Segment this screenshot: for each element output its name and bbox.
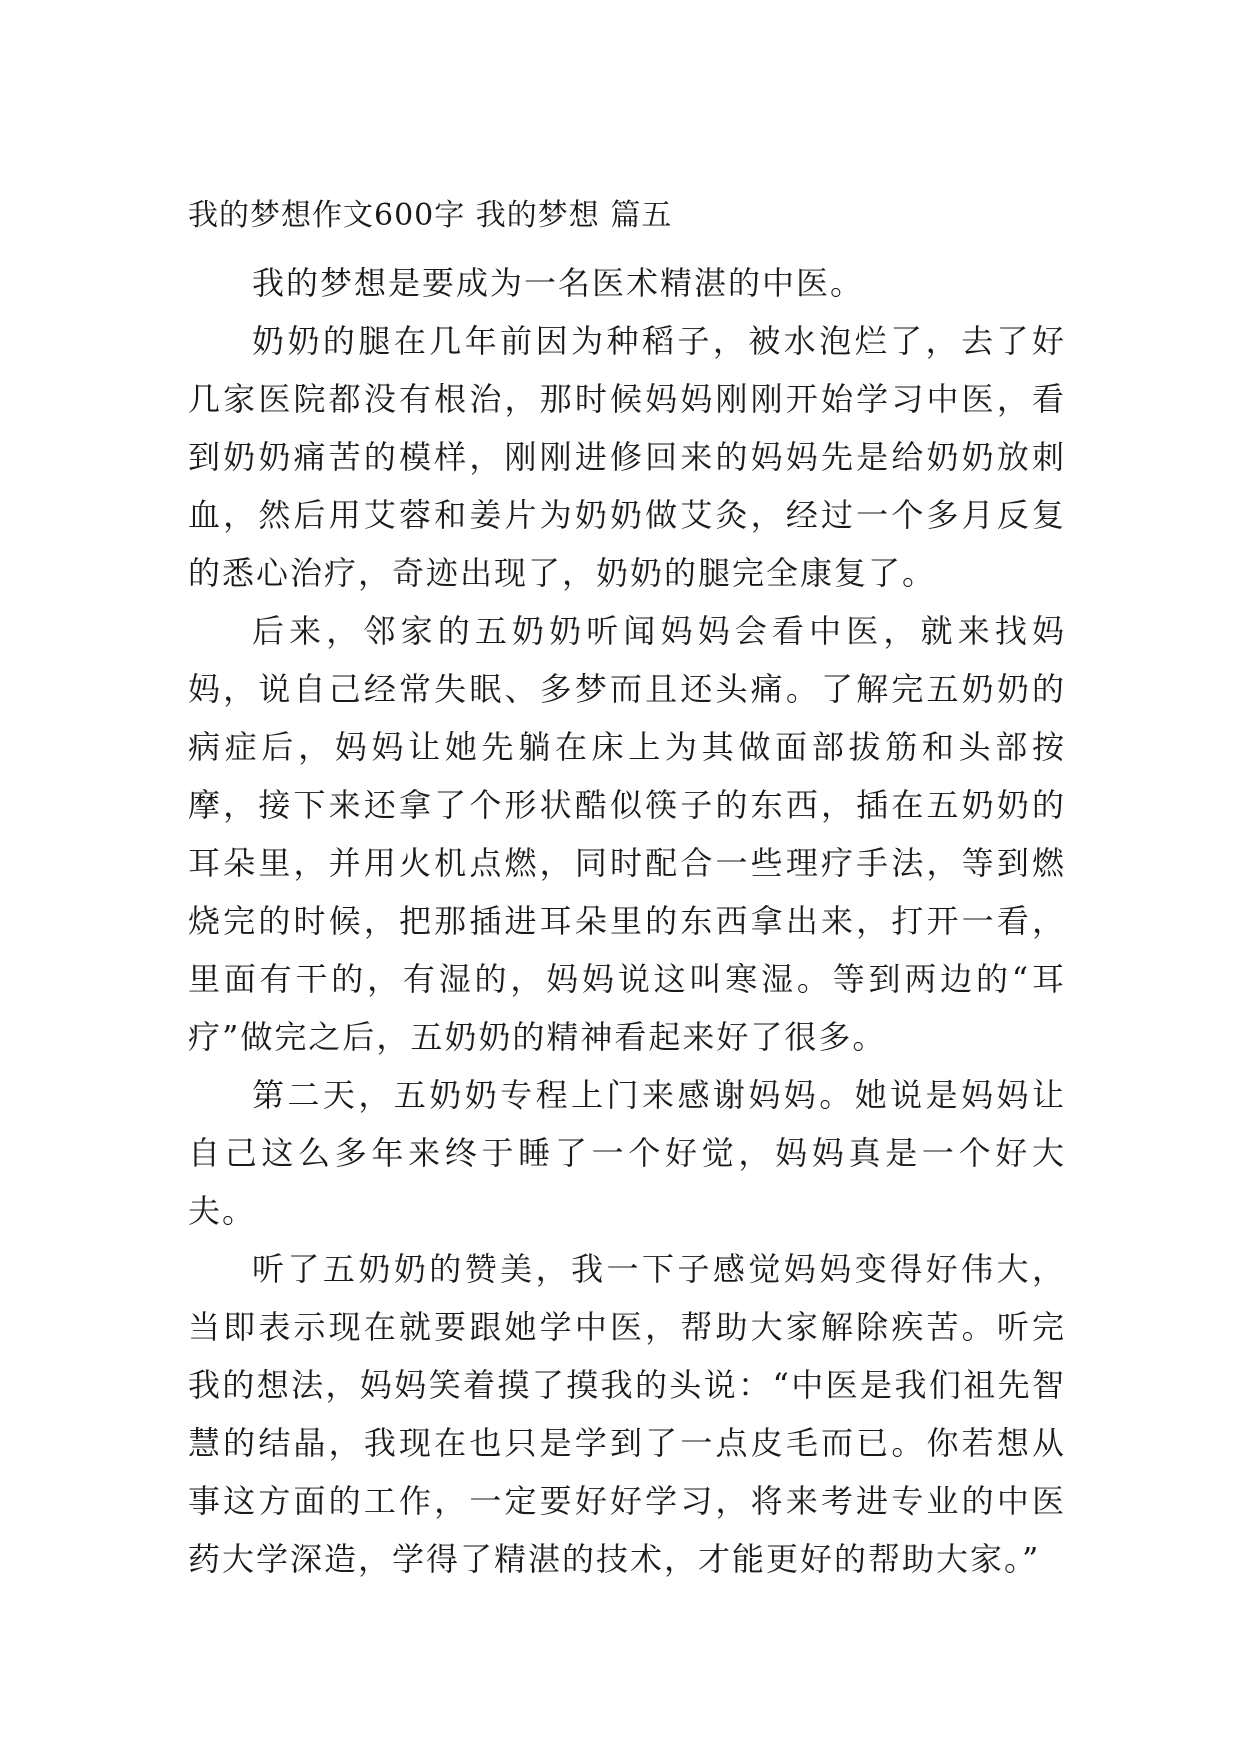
paragraph-4: 第二天，五奶奶专程上门来感谢妈妈。她说是妈妈让自己这么多年来终于睡了一个好觉，妈妈真是一个好大夫。 xyxy=(188,1076,1066,1230)
paragraph-2: 奶奶的腿在几年前因为种稻子，被水泡烂了，去了好几家医院都没有根治，那时候妈妈刚刚开始学习中医，看到奶奶痛苦的模样，刚刚进修回来的妈妈先是给奶奶放刺血，然后用艾蓉和姜片为奶奶做艾灸，经过一个多月反复的悉心治疗，奇迹出现了，奶奶的腿完全康复了。 xyxy=(188,322,1066,592)
document-body xyxy=(188,254,1066,1588)
paragraph-5: 听了五奶奶的赞美，我一下子感觉妈妈变得好伟大，当即表示现在就要跟她学中医，帮助大家解除疾苦。听完我的想法，妈妈笑着摸了摸我的头说：“中医是我们祖先智慧的结晶，我现在也只是学到了一点皮毛而已。你若想从事这方面的工作，一定要好好学习，将来考进专业的中医药大学深造，学得了精湛的技术，才能更好的帮助大家。” xyxy=(188,1250,1066,1578)
paragraph-3: 后来，邻家的五奶奶听闻妈妈会看中医，就来找妈妈，说自己经常失眠、多梦而且还头痛。了解完五奶奶的病症后，妈妈让她先躺在床上为其做面部拔筋和头部按摩，接下来还拿了个形状酷似筷子的东西，插在五奶奶的耳朵里，并用火机点燃，同时配合一些理疗手法，等到燃烧完的时候，把那插进耳朵里的东西拿出来，打开一看，里面有干的，有湿的，妈妈说这叫寒湿。等到两边的“耳疗”做完之后，五奶奶的精神看起来好了很多。 xyxy=(188,612,1066,1056)
paragraph-1: 我的梦想是要成为一名医术精湛的中医。 xyxy=(252,264,865,302)
document-title: 我的梦想作文600字 我的梦想 篇五 xyxy=(188,198,673,233)
